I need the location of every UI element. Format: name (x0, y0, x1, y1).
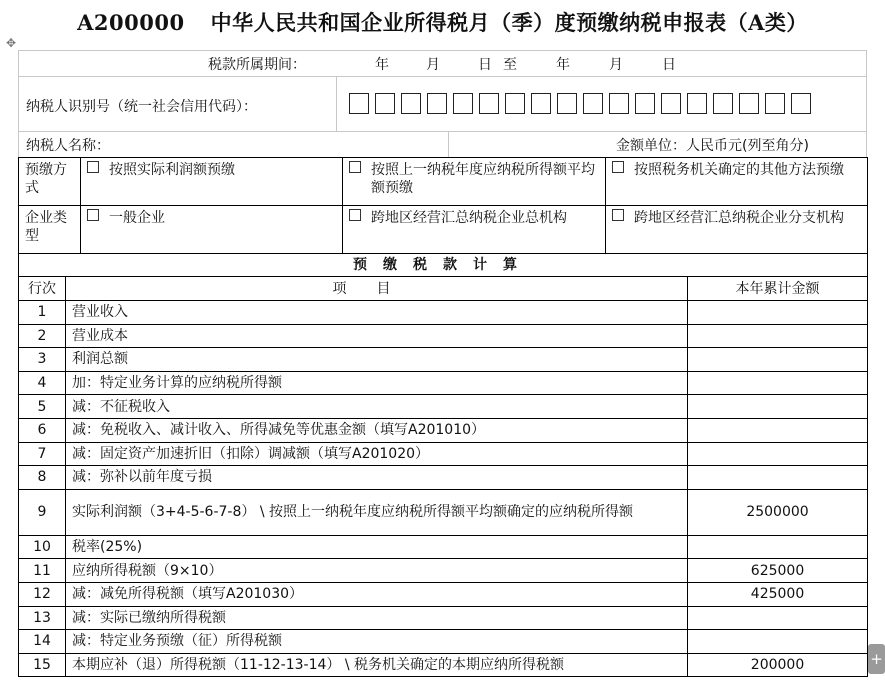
checkbox-icon[interactable] (87, 209, 99, 221)
prepay-option-actual-profit[interactable]: 按照实际利润额预缴 (81, 158, 343, 206)
taxpayer-id-label: 纳税人识别号（统一社会信用代码）： (26, 99, 257, 115)
row-amount[interactable] (688, 535, 868, 559)
row-item: 应纳所得税额（9×10） (66, 559, 688, 583)
row-item: 利润总额 (66, 348, 688, 372)
table-row (19, 582, 868, 606)
options-table (18, 157, 868, 254)
prepay-option-prior-year-average[interactable]: 按照上一纳税年度应纳税所得额平均额预缴 (343, 158, 606, 206)
table-row (19, 301, 868, 325)
row-item: 加：特定业务计算的应纳税所得额 (66, 371, 688, 395)
row-item: 营业收入 (66, 301, 688, 325)
header-amount: 本年累计金额 (688, 277, 868, 301)
row-amount[interactable] (688, 348, 868, 372)
grid-line (18, 50, 867, 51)
row-number: 3 (19, 348, 66, 372)
id-digit-box[interactable] (583, 93, 603, 114)
row-item: 减：弥补以前年度亏损 (66, 466, 688, 490)
header-item: 项目 (66, 277, 688, 301)
row-number: 9 (19, 489, 66, 535)
row-number: 13 (19, 606, 66, 630)
period-day-end: 日 (662, 57, 676, 73)
row-number: 2 (19, 324, 66, 348)
row-amount[interactable] (688, 630, 868, 654)
grid-line (448, 131, 449, 157)
row-amount[interactable] (688, 324, 868, 348)
id-digit-box[interactable] (687, 93, 707, 114)
move-handle-icon[interactable]: ✥ (5, 36, 17, 50)
id-digit-box[interactable] (505, 93, 525, 114)
prepay-option-tax-authority[interactable]: 按照税务机关确定的其他方法预缴 (606, 158, 868, 206)
row-amount[interactable]: 425000 (688, 582, 868, 606)
form-code: A200000 (77, 9, 185, 35)
period-label: 税款所属期间： (208, 57, 306, 73)
row-amount[interactable]: 625000 (688, 559, 868, 583)
checkbox-icon[interactable] (87, 161, 99, 173)
row-item: 减：固定资产加速折旧（扣除）调减额（填写A201020） (66, 442, 688, 466)
row-amount[interactable] (688, 395, 868, 419)
row-number: 6 (19, 418, 66, 442)
row-amount[interactable] (688, 606, 868, 630)
row-item: 减：实际已缴纳所得税额 (66, 606, 688, 630)
row-item: 本期应补（退）所得税额（11-12-13-14） \ 税务机关确定的本期应纳所得税额 (66, 653, 688, 677)
period-to: 至 (503, 57, 517, 73)
enterprise-option-general[interactable]: 一般企业 (81, 206, 343, 254)
table-row (19, 535, 868, 559)
row-number: 5 (19, 395, 66, 419)
row-item: 减：免税收入、减计收入、所得减免等优惠金额（填写A201010） (66, 418, 688, 442)
row-amount[interactable]: 200000 (688, 653, 868, 677)
row-number: 12 (19, 582, 66, 606)
grid-line (866, 50, 867, 157)
table-row (19, 489, 868, 535)
row-amount[interactable]: 2500000 (688, 489, 868, 535)
id-digit-box[interactable] (557, 93, 577, 114)
table-row (19, 630, 868, 654)
id-digit-box[interactable] (453, 93, 473, 114)
calc-table (18, 253, 868, 677)
period-month-end: 月 (609, 57, 623, 73)
row-amount[interactable] (688, 442, 868, 466)
period-day-start: 日 (478, 57, 492, 73)
id-digit-box[interactable] (531, 93, 551, 114)
form-title-text: 中华人民共和国企业所得税月（季）度预缴纳税申报表（A类） (210, 10, 808, 35)
checkbox-icon[interactable] (612, 209, 624, 221)
id-digit-box[interactable] (739, 93, 759, 114)
row-number: 8 (19, 466, 66, 490)
enterprise-type-label: 企业类型 (19, 206, 81, 254)
row-amount[interactable] (688, 418, 868, 442)
id-digit-box[interactable] (479, 93, 499, 114)
table-row (19, 395, 868, 419)
checkbox-icon[interactable] (349, 209, 361, 221)
row-item: 营业成本 (66, 324, 688, 348)
row-number: 15 (19, 653, 66, 677)
row-number: 11 (19, 559, 66, 583)
grid-line (18, 50, 19, 157)
amount-unit-label: 金额单位：人民币元(列至角分) (616, 138, 809, 154)
period-month-start: 月 (426, 57, 440, 73)
table-row (19, 653, 868, 677)
id-digit-box[interactable] (765, 93, 785, 114)
table-row (19, 371, 868, 395)
row-item: 减：减免所得税额（填写A201030） (66, 582, 688, 606)
section-title: 预缴税款计算 (19, 254, 868, 277)
id-digit-box[interactable] (661, 93, 681, 114)
period-year-end: 年 (556, 57, 570, 73)
checkbox-icon[interactable] (349, 161, 361, 173)
table-row (19, 466, 868, 490)
table-row (19, 559, 868, 583)
row-item: 减：不征税收入 (66, 395, 688, 419)
table-row (19, 606, 868, 630)
row-amount[interactable] (688, 371, 868, 395)
taxpayer-id-boxes[interactable] (349, 93, 817, 114)
row-item: 税率(25%) (66, 535, 688, 559)
table-row (19, 442, 868, 466)
plus-icon[interactable]: + (868, 644, 885, 674)
row-number: 4 (19, 371, 66, 395)
id-digit-box[interactable] (713, 93, 733, 114)
id-digit-box[interactable] (349, 93, 369, 114)
row-amount[interactable] (688, 301, 868, 325)
row-item: 实际利润额（3+4-5-6-7-8） \ 按照上一纳税年度应纳税所得额平均额确定的应纳税所得额 (66, 489, 688, 535)
id-digit-box[interactable] (427, 93, 447, 114)
period-year-start: 年 (375, 57, 389, 73)
row-number: 14 (19, 630, 66, 654)
enterprise-option-branch[interactable]: 跨地区经营汇总纳税企业分支机构 (606, 206, 868, 254)
row-number: 10 (19, 535, 66, 559)
grid-line (18, 131, 867, 132)
id-digit-box[interactable] (791, 93, 811, 114)
id-digit-box[interactable] (375, 93, 395, 114)
grid-line (336, 76, 337, 131)
enterprise-option-head-office[interactable]: 跨地区经营汇总纳税企业总机构 (343, 206, 606, 254)
table-row (19, 418, 868, 442)
row-number: 1 (19, 301, 66, 325)
id-digit-box[interactable] (401, 93, 421, 114)
row-number: 7 (19, 442, 66, 466)
row-item: 减：特定业务预缴（征）所得税额 (66, 630, 688, 654)
grid-line (18, 76, 867, 77)
header-row-no: 行次 (19, 277, 66, 301)
table-row (19, 348, 868, 372)
checkbox-icon[interactable] (612, 161, 624, 173)
id-digit-box[interactable] (609, 93, 629, 114)
id-digit-box[interactable] (635, 93, 655, 114)
taxpayer-name-label: 纳税人名称： (26, 138, 110, 154)
table-row (19, 324, 868, 348)
form-title (0, 0, 885, 44)
row-amount[interactable] (688, 466, 868, 490)
prepay-method-label: 预缴方式 (19, 158, 81, 206)
